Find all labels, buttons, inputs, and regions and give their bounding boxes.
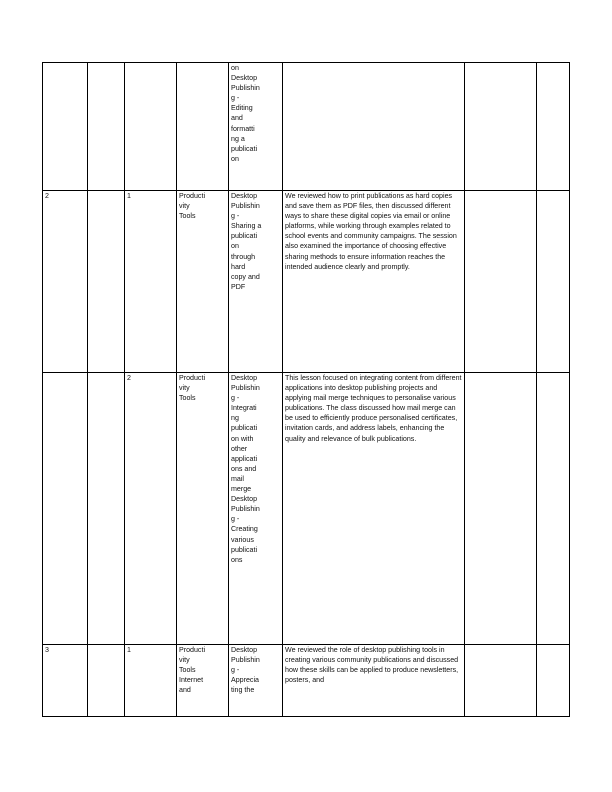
topic-cell: on Desktop Publishin g - Editing and formatti ng a publicati on [229,63,283,191]
spacer-cell [88,191,125,373]
week-cell [43,63,88,191]
topic-cell: Desktop Publishin g - Apprecia ting the [229,645,283,717]
column8-cell [537,373,570,645]
week-cell [43,373,88,645]
lesson-cell: 2 [125,373,177,645]
details-cell [283,63,465,191]
details-cell: This lesson focused on integrating content from different applications into desktop publishing projects and applying mail merge techniques to personalise various publications. The class discussed how mail merge can be used to efficiently produce personalised certificates, invitation cards, and address labels, enhancing the quality and relevance of bulk publications. [283,373,465,645]
lesson-cell [125,63,177,191]
column7-cell [465,191,537,373]
table-row [43,645,570,717]
lesson-cell: 1 [125,191,177,373]
strand-cell: Producti vity Tools Internet and [177,645,229,717]
strand-cell: Producti vity Tools [177,191,229,373]
week-cell: 2 [43,191,88,373]
table-row [43,373,570,645]
column8-cell [537,645,570,717]
spacer-cell [88,645,125,717]
topic-cell: Desktop Publishin g - Sharing a publicati on through hard copy and PDF [229,191,283,373]
column7-cell [465,373,537,645]
strand-cell [177,63,229,191]
lesson-log-table [42,62,570,717]
topic-cell: Desktop Publishin g - Integrati ng publicati on with other applicati ons and mail merge Desktop Publishin g - Creating various publicati ons [229,373,283,645]
details-cell: We reviewed the role of desktop publishing tools in creating various community publications and discussed how these skills can be applied to produce newsletters, posters, and [283,645,465,717]
column8-cell [537,191,570,373]
week-cell: 3 [43,645,88,717]
lesson-cell: 1 [125,645,177,717]
column7-cell [465,63,537,191]
spacer-cell [88,63,125,191]
strand-cell: Producti vity Tools [177,373,229,645]
details-cell: We reviewed how to print publications as hard copies and save them as PDF files, then discussed different ways to share these digital copies via email or online platforms, while working through examples related to school events and community campaigns. The session also examined the importance of choosing effective sharing methods to ensure information reaches the intended audience clearly and promptly. [283,191,465,373]
table-row [43,63,570,191]
column7-cell [465,645,537,717]
column8-cell [537,63,570,191]
table-row [43,191,570,373]
spacer-cell [88,373,125,645]
